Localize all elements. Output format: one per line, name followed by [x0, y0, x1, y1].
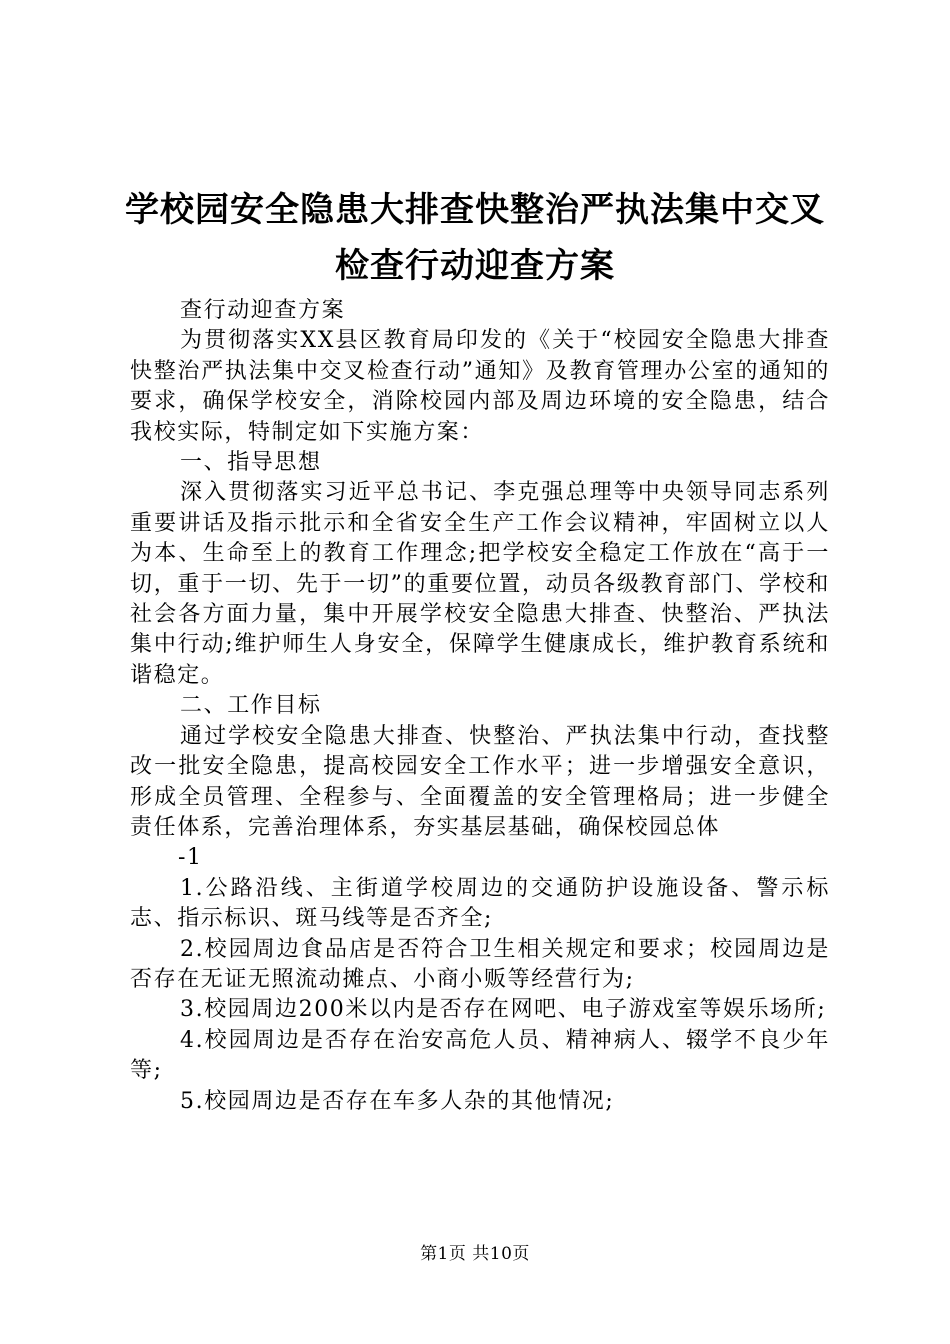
document-title-line-2: 检查行动迎查方案	[335, 246, 615, 286]
list-item-3: 3.校园周边200米以内是否存在网吧、电子游戏室等娱乐场所;	[180, 997, 827, 1023]
paragraph-intro: 为贯彻落实XX县区教育局印发的《关于“校园安全隐患大排查快整治严执法集中交叉检查行动”通知》及教育管理办公室的通知的要求，确保学校安全，消除校园内部及周边环境的安全隐患，结合我校实际，特制定如下实施方案：	[130, 328, 830, 445]
section-heading-guiding-ideology: 一、指导思想	[180, 450, 322, 476]
paragraph-subtitle: 查行动迎查方案	[180, 298, 346, 323]
document-body	[130, 296, 830, 1117]
page-footer: 第1页 共10页	[420, 1244, 530, 1264]
document-title-line-1: 学校园安全隐患大排查快整治严执法集中交叉	[125, 190, 825, 230]
list-item-2: 2.校园周边食品店是否符合卫生相关规定和要求；校园周边是否存在无证无照流动摊点、小商小贩等经营行为;	[130, 936, 830, 992]
list-item-4: 4.校园周边是否存在治安高危人员、精神病人、辍学不良少年等;	[130, 1027, 830, 1084]
list-item-5: 5.校园周边是否存在车多人杂的其他情况;	[180, 1088, 615, 1114]
section-heading-work-goals: 二、工作目标	[180, 693, 322, 719]
paragraph-guiding-ideology: 深入贯彻落实习近平总书记、李克强总理等中央领导同志系列重要讲话及指示批示和全省安全生产工作会议精神，牢固树立以人为本、生命至上的教育工作理念;把学校安全稳定工作放在“高于一切，重于一切、先于一切”的重要位置，动员各级教育部门、学校和社会各方面力量，集中开展学校安全隐患大排查、快整治、严执法集中行动;维护师生人身安全，保障学生健康成长，维护教育系统和谐稳定。	[130, 480, 830, 688]
page-marker: -1	[178, 845, 203, 871]
paragraph-work-goals: 通过学校安全隐患大排查、快整治、严执法集中行动，查找整改一批安全隐患，提高校园安全工作水平；进一步增强安全意识，形成全员管理、全程参与、全面覆盖的安全管理格局；进一步健全责任体系，完善治理体系，夯实基层基础，确保校园总体	[130, 723, 830, 840]
list-item-1: 1.公路沿线、主街道学校周边的交通防护设施设备、警示标志、指示标识、斑马线等是否齐全;	[130, 875, 830, 932]
